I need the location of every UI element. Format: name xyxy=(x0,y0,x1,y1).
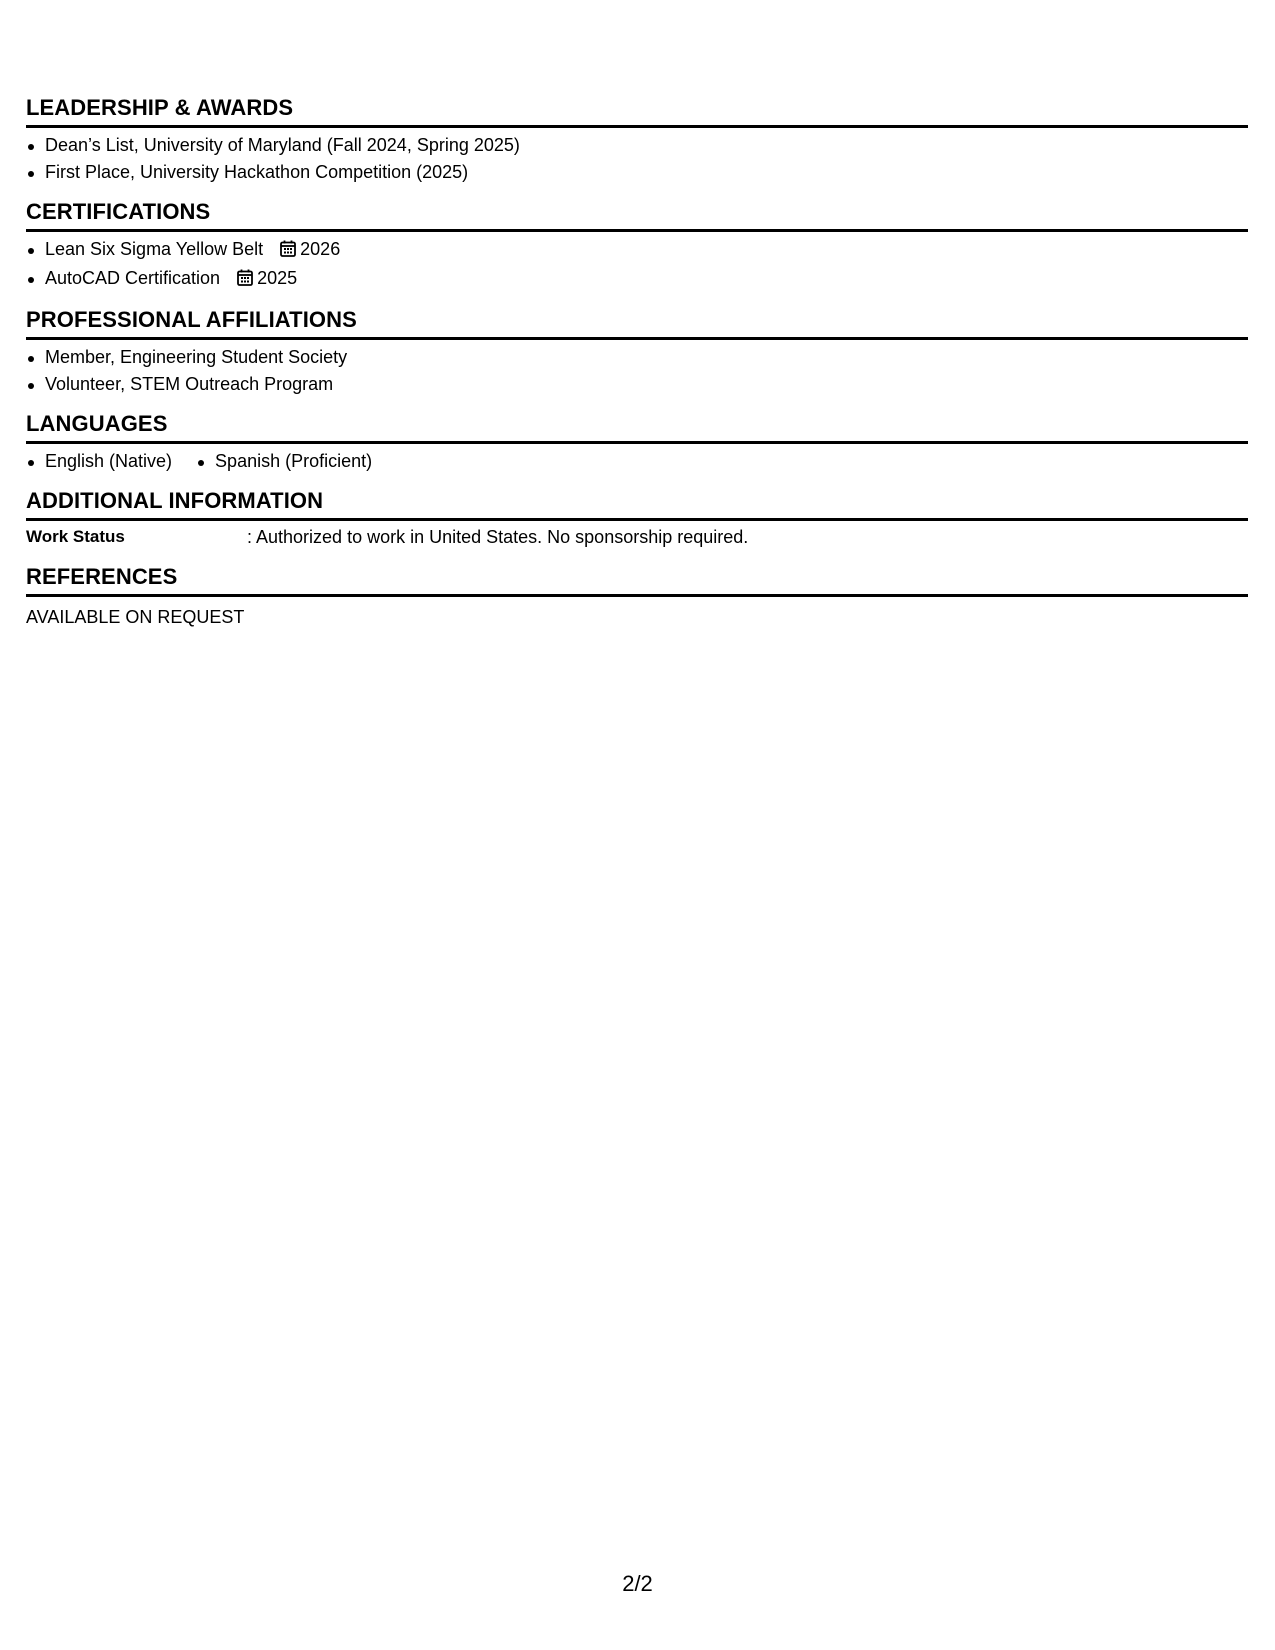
references-section xyxy=(26,557,1248,631)
list-item: Dean’s List, University of Maryland (Fall 2024, Spring 2025) xyxy=(26,132,1248,159)
list-item: Volunteer, STEM Outreach Program xyxy=(26,371,1248,398)
references-text: AVAILABLE ON REQUEST xyxy=(26,607,245,627)
languages-list xyxy=(26,448,1248,475)
list-item: First Place, University Hackathon Competition (2025) xyxy=(26,159,1248,186)
certification-year: 2026 xyxy=(300,239,341,259)
certifications-section xyxy=(26,192,1248,294)
certification-name: Lean Six Sigma Yellow Belt xyxy=(45,239,264,259)
calendar-icon xyxy=(237,267,253,294)
section-title-certifications: CERTIFICATIONS xyxy=(26,192,1248,232)
list-item: Spanish (Proficient) xyxy=(196,448,372,475)
list-item: Member, Engineering Student Society xyxy=(26,344,1248,371)
resume-page xyxy=(26,88,1248,637)
list-item xyxy=(26,265,1248,294)
languages-section xyxy=(26,404,1248,475)
leadership-section xyxy=(26,88,1248,186)
page-number: 2/2 xyxy=(622,1571,653,1596)
list-item: English (Native) xyxy=(26,448,172,475)
section-title-languages: LANGUAGES xyxy=(26,404,1248,444)
certification-name: AutoCAD Certification xyxy=(45,268,221,288)
section-title-leadership: LEADERSHIP & AWARDS xyxy=(26,88,1248,128)
info-key: Work Status xyxy=(26,527,125,546)
affiliations-list xyxy=(26,344,1248,398)
additional-info-section xyxy=(26,481,1248,551)
list-item xyxy=(26,236,1248,265)
leadership-list xyxy=(26,132,1248,186)
section-title-references: REFERENCES xyxy=(26,557,1248,597)
calendar-icon xyxy=(280,238,296,265)
section-title-additional-info: ADDITIONAL INFORMATION xyxy=(26,481,1248,521)
affiliations-section xyxy=(26,300,1248,398)
info-value: : Authorized to work in United States. No sponsorship required. xyxy=(247,527,749,547)
section-title-affiliations: PROFESSIONAL AFFILIATIONS xyxy=(26,300,1248,340)
certifications-list xyxy=(26,236,1248,294)
info-row xyxy=(26,523,1248,551)
certification-year: 2025 xyxy=(257,268,298,288)
